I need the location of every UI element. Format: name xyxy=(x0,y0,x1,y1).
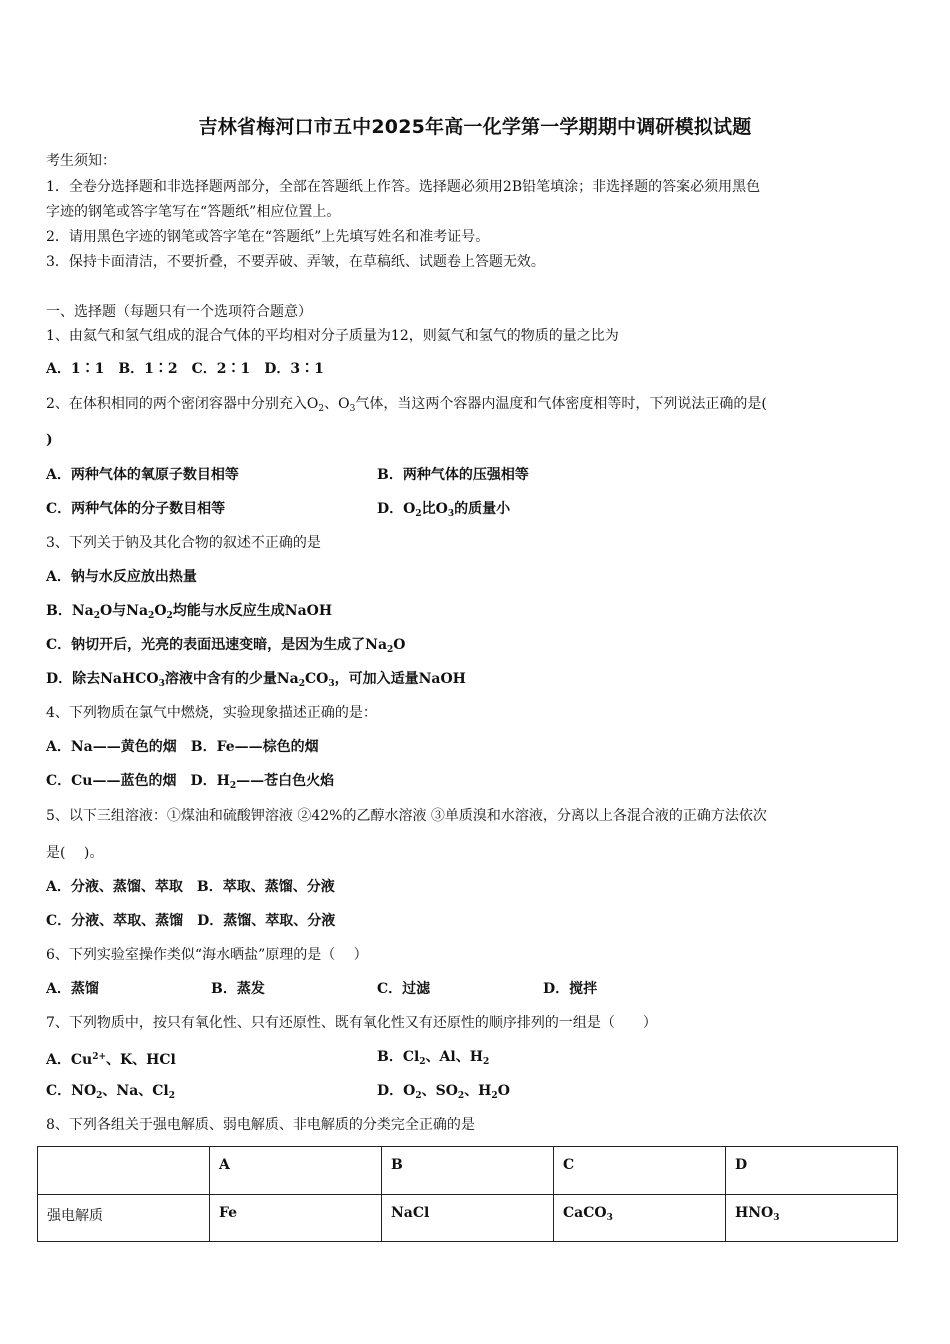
notice-heading: 考生须知： xyxy=(46,153,116,169)
question-4-options-ab: A．Na——黄色的烟 B．Fe——棕色的烟 xyxy=(46,739,319,755)
question-3-option-b: B．$Na_2O$与$Na_2O_2$均能与水反应生成NaOH xyxy=(46,603,333,621)
table-header-cell: D xyxy=(726,1147,898,1195)
question-3-option-d: D．除去NaHCO$_3$溶液中含有的少量$Na_2CO_3$，可加入适量NaOH xyxy=(46,671,466,689)
notice-item-3: 3．保持卡面清洁，不要折叠，不要弄破、弄皱，在草稿纸、试题卷上答题无效。 xyxy=(46,254,545,270)
question-7-option-b: B．$Cl_2$、Al、$H_2$ xyxy=(377,1049,490,1067)
table-cell: Fe xyxy=(210,1195,382,1242)
table-cell: $HNO_3$ xyxy=(726,1195,898,1242)
table-row xyxy=(38,1195,898,1242)
question-4-options-cd: C．Cu——蓝色的烟 D．$H_2——$苍白色火焰 xyxy=(46,773,335,791)
table-cell: NaCl xyxy=(382,1195,554,1242)
question-7-option-d: D．$O_2$、$SO_2$、$H_2O$ xyxy=(377,1083,510,1101)
question-6-option-c: C．过滤 xyxy=(377,981,431,997)
table-header-cell: B xyxy=(382,1147,554,1195)
notice-item-2: 2．请用黑色字迹的钢笔或答字笔在“答题纸”上先填写姓名和准考证号。 xyxy=(46,229,490,245)
notice-item-1-cont: 字迹的钢笔或答字笔写在“答题纸”相应位置上。 xyxy=(46,204,341,220)
question-2-option-a: A．两种气体的氧原子数目相等 xyxy=(46,467,239,483)
table-header-cell: C xyxy=(554,1147,726,1195)
question-3-option-a: A．钠与水反应放出热量 xyxy=(46,569,197,585)
question-6-option-d: D．搅拌 xyxy=(543,981,598,997)
question-2-stem-close: ) xyxy=(46,432,53,448)
question-7-option-a: A．$Cu^{2+}$、K、HCl xyxy=(46,1052,176,1068)
question-1-stem: 1、由氦气和氢气组成的混合气体的平均相对分子质量为12，则氦气和氢气的物质的量之比为 xyxy=(46,328,619,344)
page-title: 吉林省梅河口市五中2025年高一化学第一学期期中调研模拟试题 xyxy=(198,116,752,138)
question-3-option-c: C．钠切开后，光亮的表面迅速变暗，是因为生成了$Na_2O$ xyxy=(46,637,406,655)
question-2-option-d: D．$O_2$比$O_3$的质量小 xyxy=(377,501,511,519)
question-1-options: A．1∶1 B．1∶2 C．2∶1 D．3∶1 xyxy=(46,361,324,377)
question-5-options-ab: A．分液、蒸馏、萃取 B．萃取、蒸馏、分液 xyxy=(46,879,335,895)
electrolyte-table xyxy=(37,1146,898,1242)
question-4-stem: 4、下列物质在氯气中燃烧，实验现象描述正确的是： xyxy=(46,705,377,721)
table-cell: 强电解质 xyxy=(38,1195,210,1242)
notice-item-1: 1．全卷分选择题和非选择题两部分，全部在答题纸上作答。选择题必须用2B铅笔填涂；非选择题的答案必须用黑色 xyxy=(46,179,761,195)
table-cell: CaCO$_3$ xyxy=(554,1195,726,1242)
table-header-row xyxy=(38,1147,898,1195)
section-heading: 一、选择题（每题只有一个选项符合题意） xyxy=(46,304,312,320)
question-2-stem: 2、在体积相同的两个密闭容器中分别充入$O_2$、$O_3$气体，当这两个容器内温度和气体密度相等时，下列说法正确的是( xyxy=(46,396,767,414)
question-2-option-c: C．两种气体的分子数目相等 xyxy=(46,501,226,517)
question-5-stem: 5、以下三组溶液：①煤油和硫酸钾溶液 ②42%的乙醇水溶液 ③单质溴和水溶液，分离以上各混合液的正确方法依次 xyxy=(46,808,767,824)
question-6-option-b: B．蒸发 xyxy=(211,981,265,997)
question-8-stem: 8、下列各组关于强电解质、弱电解质、非电解质的分类完全正确的是 xyxy=(46,1117,475,1133)
question-3-stem: 3、下列关于钠及其化合物的叙述不正确的是 xyxy=(46,535,321,551)
question-7-option-c: C．$NO_2$、Na、$Cl_2$ xyxy=(46,1083,176,1101)
table-header-cell: A xyxy=(210,1147,382,1195)
question-6-stem: 6、下列实验室操作类似“海水晒盐”原理的是（ ） xyxy=(46,947,368,963)
table-header-cell xyxy=(38,1147,210,1195)
question-6-option-a: A．蒸馏 xyxy=(46,981,99,997)
question-7-stem: 7、下列物质中，按只有氧化性、只有还原性、既有氧化性又有还原性的顺序排列的一组是（ ） xyxy=(46,1015,657,1031)
question-5-stem-cont: 是( )。 xyxy=(46,845,104,861)
question-5-options-cd: C．分液、萃取、蒸馏 D．蒸馏、萃取、分液 xyxy=(46,913,336,929)
question-2-option-b: B．两种气体的压强相等 xyxy=(377,467,529,483)
